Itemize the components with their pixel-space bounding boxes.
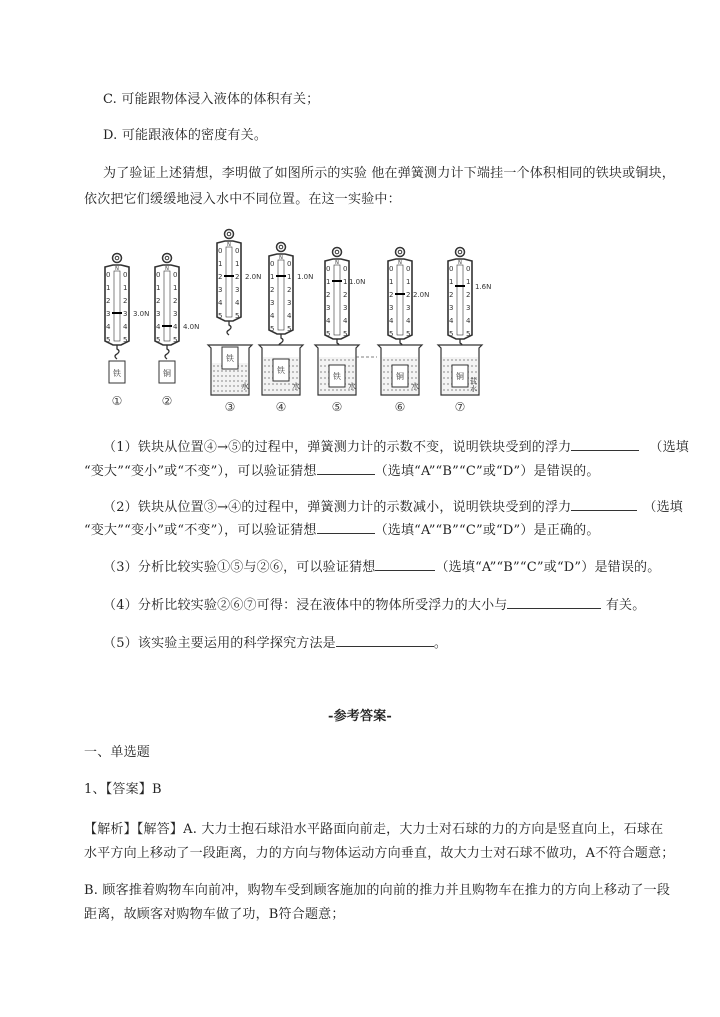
svg-text:3: 3 <box>389 304 394 312</box>
svg-text:0: 0 <box>156 271 161 279</box>
svg-text:③: ③ <box>224 400 236 414</box>
analysis-b-line-2: 距离，故顾客对购物车做了功，B符合题意； <box>84 907 345 922</box>
svg-text:水: 水 <box>348 382 356 391</box>
svg-text:水: 水 <box>292 382 300 391</box>
spring-scale-4 <box>269 243 313 349</box>
q3-blank[interactable] <box>375 558 435 571</box>
analysis-line-1: 【解析】【解答】A. 大力士抱石球沿水平路面向前走，大力士对石球的力的方向是竖直向上，石球在 <box>84 822 664 837</box>
svg-text:0: 0 <box>106 271 111 279</box>
q4-blank[interactable] <box>507 596 601 609</box>
q1-blank-1[interactable] <box>571 438 639 451</box>
q1-text-2: “变大”“变小”或“不变”），可以验证猜想 <box>84 464 317 479</box>
svg-text:⑥: ⑥ <box>394 400 406 414</box>
q1-hint: （选填 <box>649 440 689 455</box>
svg-text:0: 0 <box>389 265 394 273</box>
svg-text:3: 3 <box>218 286 223 294</box>
svg-text:1: 1 <box>235 260 240 268</box>
svg-text:4: 4 <box>326 317 331 325</box>
svg-text:1: 1 <box>156 284 161 292</box>
q4-text: （4）分析比较实验②⑥⑦可得：浸在液体中的物体所受浮力的大小与 <box>103 598 508 613</box>
svg-text:4: 4 <box>389 317 394 325</box>
svg-text:4.0N: 4.0N <box>183 323 200 331</box>
svg-text:1: 1 <box>270 273 275 281</box>
spring-scale-3 <box>217 230 261 336</box>
svg-text:2: 2 <box>466 291 471 299</box>
svg-text:4: 4 <box>156 323 161 331</box>
svg-text:铁: 铁 <box>333 372 341 381</box>
beaker-4 <box>259 345 303 414</box>
svg-text:1: 1 <box>123 284 128 292</box>
spring-scale-5 <box>325 248 365 354</box>
svg-text:0: 0 <box>173 271 178 279</box>
svg-text:N: N <box>458 260 462 266</box>
beaker-7 <box>438 345 482 414</box>
q2-line-1 <box>103 498 683 516</box>
q1-line-1 <box>103 438 689 456</box>
svg-text:0: 0 <box>270 260 275 268</box>
svg-text:水: 水 <box>411 382 419 391</box>
svg-text:4: 4 <box>449 317 454 325</box>
svg-text:5: 5 <box>406 330 411 338</box>
svg-text:2: 2 <box>106 297 111 305</box>
hypothesis-c: C. 可能跟物体浸入液体的体积有关； <box>103 92 320 107</box>
svg-text:盐: 盐 <box>470 377 477 385</box>
svg-text:5: 5 <box>106 336 111 344</box>
q2-line-2 <box>84 521 600 539</box>
svg-text:铁: 铁 <box>113 369 121 378</box>
svg-text:1: 1 <box>173 284 178 292</box>
q5-text: （5）该实验主要运用的科学探究方法是 <box>103 636 336 651</box>
svg-text:4: 4 <box>343 317 348 325</box>
hypothesis-d: D. 可能跟液体的密度有关。 <box>103 128 268 143</box>
svg-text:3: 3 <box>106 310 111 318</box>
svg-text:5: 5 <box>156 336 161 344</box>
q1-blank-2[interactable] <box>317 462 375 475</box>
svg-text:5: 5 <box>326 330 331 338</box>
svg-text:1.6N: 1.6N <box>475 283 492 291</box>
svg-text:4: 4 <box>406 317 411 325</box>
svg-text:0: 0 <box>218 247 223 255</box>
svg-text:铁: 铁 <box>226 354 234 363</box>
svg-text:1: 1 <box>287 273 292 281</box>
q2-blank-2[interactable] <box>317 521 375 534</box>
svg-text:1: 1 <box>466 278 471 286</box>
svg-text:3: 3 <box>173 310 178 318</box>
svg-text:0: 0 <box>287 260 292 268</box>
svg-text:2.0N: 2.0N <box>413 291 430 299</box>
svg-text:1: 1 <box>449 278 454 286</box>
svg-text:1.0N: 1.0N <box>297 273 314 281</box>
experiment-figure <box>95 225 495 420</box>
svg-text:3.0N: 3.0N <box>133 310 150 318</box>
svg-text:2: 2 <box>123 297 128 305</box>
svg-text:N: N <box>398 260 402 266</box>
svg-text:2: 2 <box>326 291 331 299</box>
svg-text:3: 3 <box>406 304 411 312</box>
svg-text:4: 4 <box>270 312 275 320</box>
intro-line-2: 依次把它们缓缓地浸入水中不同位置。在这一实验中： <box>84 192 401 207</box>
svg-text:N: N <box>165 266 169 272</box>
svg-text:2: 2 <box>449 291 454 299</box>
svg-text:1: 1 <box>326 278 331 286</box>
svg-text:0: 0 <box>235 247 240 255</box>
svg-text:1.0N: 1.0N <box>349 278 366 286</box>
q1-hint-2: （选填“A”“B”“C”或“D”）是错误的。 <box>374 464 600 479</box>
svg-text:4: 4 <box>287 312 292 320</box>
beaker-3 <box>208 345 252 414</box>
svg-text:1: 1 <box>343 278 348 286</box>
svg-text:5: 5 <box>123 336 128 344</box>
svg-text:5: 5 <box>218 312 223 320</box>
svg-text:5: 5 <box>449 330 454 338</box>
q2-hint-2: （选填“A”“B”“C”或“D”）是正确的。 <box>374 523 600 538</box>
svg-text:2: 2 <box>156 297 161 305</box>
svg-text:2: 2 <box>287 286 292 294</box>
svg-text:5: 5 <box>173 336 178 344</box>
svg-text:N: N <box>335 260 339 266</box>
q2-blank-1[interactable] <box>571 498 637 511</box>
svg-text:2: 2 <box>343 291 348 299</box>
svg-text:3: 3 <box>156 310 161 318</box>
svg-text:4: 4 <box>218 299 223 307</box>
svg-text:4: 4 <box>466 317 471 325</box>
intro-line-1: 为了验证上述猜想，李明做了如图所示的实验 他在弹簧测力计下端挂一个体积相同的铁块或铜块， <box>103 166 675 181</box>
svg-text:1: 1 <box>218 260 223 268</box>
svg-text:5: 5 <box>287 325 292 333</box>
svg-text:N: N <box>227 242 231 248</box>
q4-line <box>103 596 645 614</box>
svg-text:4: 4 <box>173 323 178 331</box>
beaker-6 <box>378 345 422 414</box>
spring-scale-6 <box>388 248 429 354</box>
q4-suffix: 有关。 <box>601 598 646 613</box>
q1-line-2 <box>84 462 600 480</box>
svg-text:3: 3 <box>270 299 275 307</box>
svg-text:2: 2 <box>406 291 411 299</box>
svg-text:1: 1 <box>106 284 111 292</box>
svg-text:铜: 铜 <box>456 372 464 381</box>
svg-text:⑦: ⑦ <box>454 400 466 414</box>
svg-text:0: 0 <box>326 265 331 273</box>
svg-text:0: 0 <box>449 265 454 273</box>
q3-hint: （选填“A”“B”“C”或“D”）是错误的。 <box>435 560 661 575</box>
svg-text:2: 2 <box>235 273 240 281</box>
svg-text:铜: 铜 <box>396 372 404 381</box>
spring-scale-1 <box>105 254 149 409</box>
q5-suffix: 。 <box>433 636 448 651</box>
svg-text:3: 3 <box>326 304 331 312</box>
svg-text:4: 4 <box>123 323 128 331</box>
svg-text:5: 5 <box>235 312 240 320</box>
svg-text:4: 4 <box>235 299 240 307</box>
spring-scale-2 <box>155 254 199 409</box>
svg-text:N: N <box>279 255 283 261</box>
svg-text:⑤: ⑤ <box>331 400 343 414</box>
answers-title: -参考答案- <box>328 709 392 724</box>
svg-text:5: 5 <box>466 330 471 338</box>
spring-scale-7 <box>448 248 491 354</box>
svg-text:②: ② <box>161 394 173 408</box>
svg-text:3: 3 <box>466 304 471 312</box>
svg-text:1: 1 <box>406 278 411 286</box>
svg-text:0: 0 <box>123 271 128 279</box>
svg-text:5: 5 <box>270 325 275 333</box>
svg-text:①: ① <box>111 394 123 408</box>
svg-text:0: 0 <box>406 265 411 273</box>
svg-text:5: 5 <box>343 330 348 338</box>
q5-line <box>103 634 447 652</box>
analysis-line-2: 水平方向上移动了一段距离，力的方向与物体运动方向垂直，故大力士对石球不做功，A不符合题意； <box>84 846 675 861</box>
svg-text:铁: 铁 <box>277 366 285 375</box>
svg-text:3: 3 <box>287 299 292 307</box>
beaker-5 <box>315 345 377 414</box>
svg-text:2: 2 <box>270 286 275 294</box>
svg-text:水: 水 <box>470 385 477 393</box>
svg-text:N: N <box>115 266 119 272</box>
q1-text: （1）铁块从位置④→⑤的过程中，弹簧测力计的示数不变，说明铁块受到的浮力 <box>103 440 572 455</box>
analysis-b-line-1: B. 顾客推着购物车向前冲，购物车受到顾客施加的向前的推力并且购物车在推力的方向上移动了一段 <box>84 883 671 898</box>
svg-text:1: 1 <box>389 278 394 286</box>
svg-text:0: 0 <box>343 265 348 273</box>
svg-text:0: 0 <box>466 265 471 273</box>
q2-text-2: “变大”“变小”或“不变”），可以验证猜想 <box>84 523 317 538</box>
q2-text: （2）铁块从位置③→④的过程中，弹簧测力计的示数减小，说明铁块受到的浮力 <box>103 500 572 515</box>
svg-text:3: 3 <box>449 304 454 312</box>
q5-blank[interactable] <box>336 634 434 647</box>
answers-section-heading: 一、单选题 <box>84 745 151 760</box>
svg-text:④: ④ <box>275 400 287 414</box>
answer-1: 1、【答案】B <box>84 782 162 797</box>
svg-text:3: 3 <box>343 304 348 312</box>
q3-line <box>103 558 660 576</box>
svg-text:3: 3 <box>123 310 128 318</box>
q3-text: （3）分析比较实验①⑤与②⑥，可以验证猜想 <box>103 560 376 575</box>
svg-text:3: 3 <box>235 286 240 294</box>
q2-hint: （选填 <box>643 500 683 515</box>
svg-text:2: 2 <box>218 273 223 281</box>
svg-text:5: 5 <box>389 330 394 338</box>
svg-text:水: 水 <box>241 382 249 391</box>
svg-text:2.0N: 2.0N <box>245 273 262 281</box>
svg-text:铜: 铜 <box>163 369 171 378</box>
svg-text:2: 2 <box>173 297 178 305</box>
svg-text:2: 2 <box>389 291 394 299</box>
svg-text:4: 4 <box>106 323 111 331</box>
